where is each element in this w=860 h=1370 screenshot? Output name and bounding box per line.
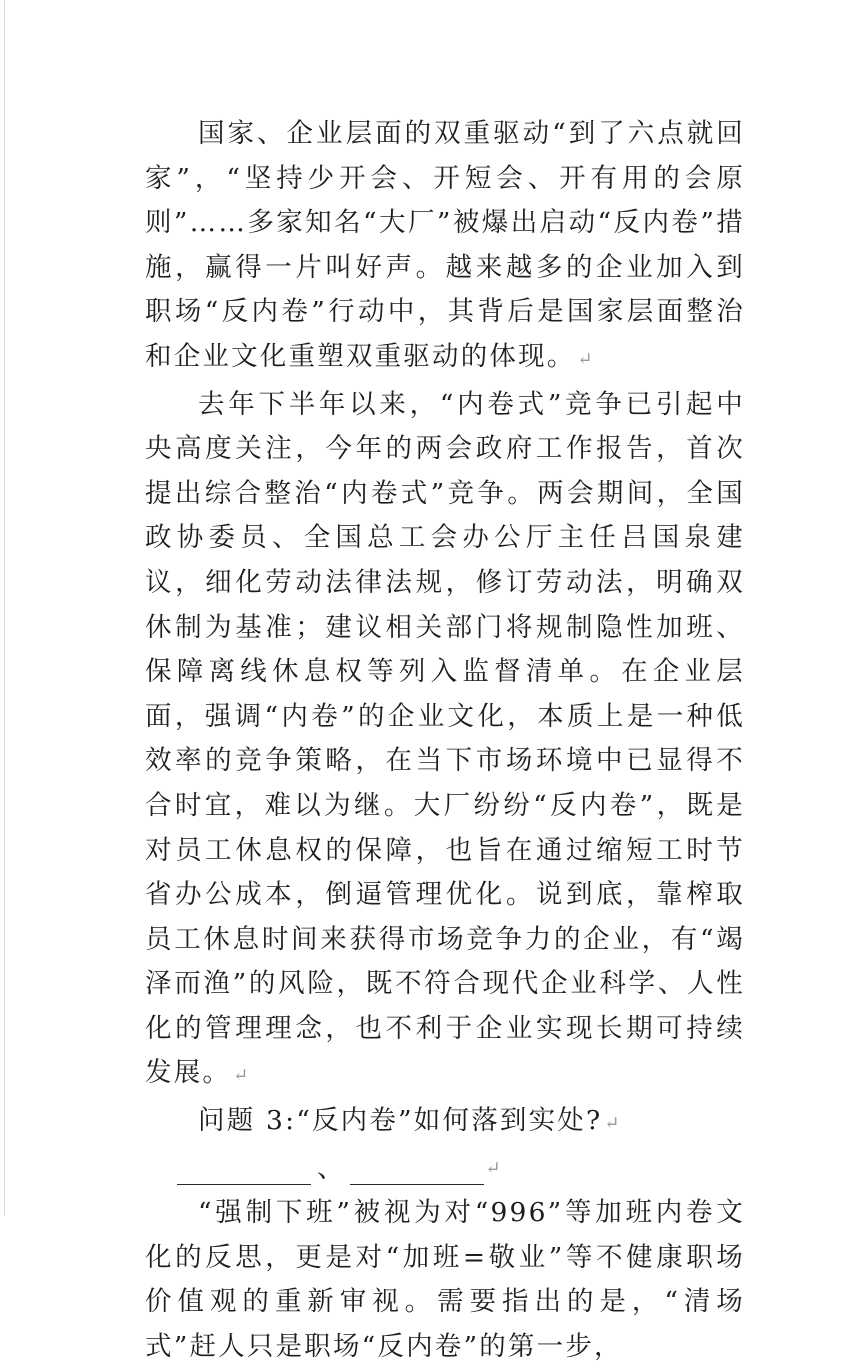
paragraph-3 (145, 1191, 745, 1369)
paragraph-3-text: “强制下班”被视为对“996”等加班内卷文化的反思，更是对“加班=敬业”等不健康职场价值观的重新审视。需要指出的是，“清场式”赶人只是职场“反内卷”的第一步， (145, 1197, 745, 1363)
paragraph-2 (145, 383, 745, 1100)
document-body (145, 112, 745, 1370)
paragraph-mark-icon: ↵ (233, 1065, 249, 1087)
question-heading-text: 问题 3:“反内卷”如何落到实处? (198, 1105, 603, 1137)
paragraph-mark-icon: ↵ (577, 348, 593, 370)
blank-field-1[interactable] (177, 1154, 311, 1185)
paragraph-1-text: 国家、企业层面的双重驱动“到了六点就回家”，“坚持少开会、开短会、开有用的会原则”……多家知名“大厂”被爆出启动“反内卷”措施，赢得一片叫好声。越来越多的企业加入到职场“反内卷”行动中，其背后是国家层面整治和企业文化重塑双重驱动的体现。 (145, 118, 745, 372)
paragraph-mark-icon: ↵ (604, 1113, 620, 1135)
paragraph-1 (145, 112, 745, 383)
question-heading (145, 1099, 745, 1147)
page-edge (4, 0, 5, 1216)
blank-field-2[interactable] (350, 1154, 484, 1185)
fill-in-blanks (145, 1147, 745, 1192)
paragraph-2-text: 去年下半年以来，“内卷式”竞争已引起中央高度关注，今年的两会政府工作报告，首次提出综合整治“内卷式”竞争。两会期间，全国政协委员、全国总工会办公厅主任吕国泉建议，细化劳动法律法规，修订劳动法，明确双休制为基准；建议相关部门将规制隐性加班、保障离线休息权等列入监督清单。在企业层面，强调“内卷”的企业文化，本质上是一种低效率的竞争策略，在当下市场环境中已显得不合时宜，难以为继。大厂纷纷“反内卷”，既是对员工休息权的保障，也旨在通过缩短工时节省办公成本，倒逼管理优化。说到底，靠榨取员工休息时间来获得市场竞争力的企业，有“竭泽而渔”的风险，既不符合现代企业科学、人性化的管理理念，也不利于企业实现长期可持续发展。 (145, 388, 745, 1089)
blank-separator: 、 (317, 1152, 344, 1184)
paragraph-mark-icon: ↵ (485, 1157, 501, 1179)
